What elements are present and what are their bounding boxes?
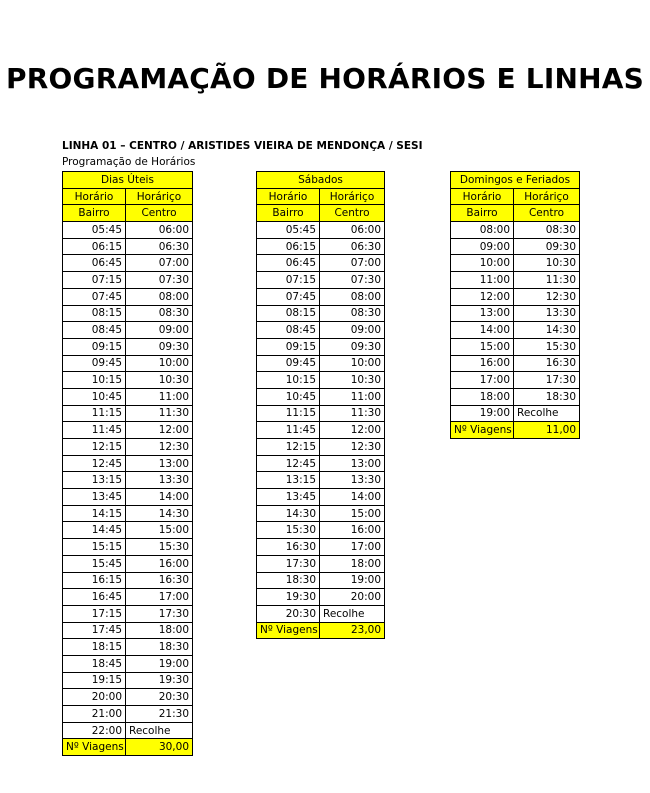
table-row <box>63 639 193 656</box>
bairro-time-cell: 10:15 <box>63 372 126 389</box>
bairro-time-cell: 05:45 <box>63 222 126 239</box>
bairro-time-cell: 16:30 <box>257 539 320 556</box>
total-trips-label: Nº Viagens <box>63 739 126 756</box>
bairro-time-cell: 08:15 <box>257 305 320 322</box>
centro-time-cell: Recolhe <box>320 605 385 622</box>
centro-time-cell: 10:00 <box>320 355 385 372</box>
centro-time-cell: 21:30 <box>126 706 193 723</box>
table-row <box>257 322 385 339</box>
bairro-time-cell: 21:00 <box>63 706 126 723</box>
table-row <box>257 522 385 539</box>
centro-time-cell: 12:30 <box>126 439 193 456</box>
table-row <box>257 305 385 322</box>
table-row <box>63 439 193 456</box>
table-row <box>451 338 580 355</box>
table-row <box>63 322 193 339</box>
sundays-holidays-schedule-table <box>450 171 580 439</box>
table-row <box>257 222 385 239</box>
bairro-time-cell: 11:00 <box>451 272 514 289</box>
total-trips-value: 23,00 <box>320 622 385 639</box>
bairro-time-cell: 13:00 <box>451 305 514 322</box>
saturdays-schedule-table <box>256 171 385 639</box>
centro-time-cell: 07:00 <box>126 255 193 272</box>
table-row <box>451 222 580 239</box>
centro-time-cell: 16:00 <box>126 555 193 572</box>
column-header-bairro-line1: Horário <box>63 188 126 205</box>
centro-time-cell: 06:00 <box>126 222 193 239</box>
bairro-time-cell: 08:15 <box>63 305 126 322</box>
bairro-time-cell: 18:15 <box>63 639 126 656</box>
table-row <box>257 589 385 606</box>
centro-time-cell: 13:00 <box>126 455 193 472</box>
centro-time-cell: 12:30 <box>514 288 580 305</box>
bairro-time-cell: 16:15 <box>63 572 126 589</box>
bairro-time-cell: 17:15 <box>63 605 126 622</box>
total-trips-label: Nº Viagens <box>257 622 320 639</box>
table-row <box>63 338 193 355</box>
table-row <box>451 372 580 389</box>
table-row <box>257 255 385 272</box>
bairro-time-cell: 11:15 <box>257 405 320 422</box>
bairro-time-cell: 11:45 <box>63 422 126 439</box>
centro-time-cell: 08:30 <box>320 305 385 322</box>
bairro-time-cell: 08:45 <box>257 322 320 339</box>
table-row <box>257 422 385 439</box>
centro-time-cell: 16:30 <box>126 572 193 589</box>
table-row <box>257 372 385 389</box>
table-row <box>63 388 193 405</box>
table-row <box>257 605 385 622</box>
centro-time-cell: 20:00 <box>320 589 385 606</box>
bairro-time-cell: 15:15 <box>63 539 126 556</box>
bairro-time-cell: 18:00 <box>451 388 514 405</box>
centro-time-cell: 09:00 <box>126 322 193 339</box>
centro-time-cell: 19:00 <box>320 572 385 589</box>
bairro-time-cell: 17:30 <box>257 555 320 572</box>
centro-time-cell: 13:30 <box>514 305 580 322</box>
centro-time-cell: 12:30 <box>320 439 385 456</box>
line-heading: LINHA 01 – CENTRO / ARISTIDES VIEIRA DE MENDONÇA / SESI <box>62 140 423 152</box>
bairro-time-cell: 20:00 <box>63 689 126 706</box>
table-row <box>257 455 385 472</box>
bairro-time-cell: 09:45 <box>257 355 320 372</box>
table-row <box>257 272 385 289</box>
table-row <box>257 439 385 456</box>
table-row <box>63 655 193 672</box>
total-trips-label: Nº Viagens <box>451 422 514 439</box>
bairro-time-cell: 20:30 <box>257 605 320 622</box>
table-row <box>257 388 385 405</box>
centro-time-cell: 15:30 <box>514 338 580 355</box>
bairro-time-cell: 14:45 <box>63 522 126 539</box>
bairro-time-cell: 06:45 <box>63 255 126 272</box>
table-row <box>63 472 193 489</box>
centro-time-cell: 08:30 <box>514 222 580 239</box>
bairro-time-cell: 15:30 <box>257 522 320 539</box>
table-row <box>257 338 385 355</box>
centro-time-cell: 08:00 <box>320 288 385 305</box>
total-trips-value: 30,00 <box>126 739 193 756</box>
bairro-time-cell: 10:45 <box>257 388 320 405</box>
bairro-time-cell: 19:15 <box>63 672 126 689</box>
centro-time-cell: 10:30 <box>320 372 385 389</box>
column-header-bairro-line2: Bairro <box>63 205 126 222</box>
centro-time-cell: Recolhe <box>126 722 193 739</box>
column-header-bairro-line1: Horário <box>257 188 320 205</box>
centro-time-cell: 11:00 <box>320 388 385 405</box>
bairro-time-cell: 14:00 <box>451 322 514 339</box>
bairro-time-cell: 12:45 <box>257 455 320 472</box>
column-header-bairro-line2: Bairro <box>451 205 514 222</box>
centro-time-cell: 09:30 <box>320 338 385 355</box>
table-row <box>257 572 385 589</box>
table-row <box>63 355 193 372</box>
table-body <box>257 222 385 623</box>
centro-time-cell: 10:30 <box>514 255 580 272</box>
centro-time-cell: 19:30 <box>126 672 193 689</box>
bairro-time-cell: 07:45 <box>63 288 126 305</box>
table-row <box>451 288 580 305</box>
column-header-centro-line2: Centro <box>514 205 580 222</box>
page-title: PROGRAMAÇÃO DE HORÁRIOS E LINHAS <box>6 62 644 95</box>
table-row <box>257 539 385 556</box>
table-row <box>63 238 193 255</box>
table-row <box>63 422 193 439</box>
centro-time-cell: 07:30 <box>320 272 385 289</box>
bairro-time-cell: 09:15 <box>63 338 126 355</box>
table-row <box>451 255 580 272</box>
bairro-time-cell: 18:45 <box>63 655 126 672</box>
table-row <box>63 589 193 606</box>
table-row <box>451 355 580 372</box>
table-row <box>63 689 193 706</box>
centro-time-cell: 11:30 <box>514 272 580 289</box>
bairro-time-cell: 11:15 <box>63 405 126 422</box>
table-body <box>63 222 193 739</box>
bairro-time-cell: 08:00 <box>451 222 514 239</box>
bairro-time-cell: 17:00 <box>451 372 514 389</box>
table-row <box>63 555 193 572</box>
centro-time-cell: 12:00 <box>126 422 193 439</box>
table-row <box>63 272 193 289</box>
centro-time-cell: 07:00 <box>320 255 385 272</box>
table-row <box>257 355 385 372</box>
centro-time-cell: 15:00 <box>320 505 385 522</box>
table-row <box>451 238 580 255</box>
table-row <box>63 288 193 305</box>
centro-time-cell: 13:30 <box>126 472 193 489</box>
bairro-time-cell: 07:15 <box>63 272 126 289</box>
bairro-time-cell: 19:00 <box>451 405 514 422</box>
table-row <box>63 372 193 389</box>
centro-time-cell: 17:00 <box>126 589 193 606</box>
bairro-time-cell: 16:45 <box>63 589 126 606</box>
column-header-centro-line1: Horáriço <box>126 188 193 205</box>
centro-time-cell: 18:00 <box>320 555 385 572</box>
centro-time-cell: 08:30 <box>126 305 193 322</box>
table-row <box>451 405 580 422</box>
line-subheading: Programação de Horários <box>62 156 196 168</box>
bairro-time-cell: 07:45 <box>257 288 320 305</box>
centro-time-cell: 18:00 <box>126 622 193 639</box>
bairro-time-cell: 10:45 <box>63 388 126 405</box>
bairro-time-cell: 15:45 <box>63 555 126 572</box>
centro-time-cell: 14:30 <box>514 322 580 339</box>
column-header-centro-line1: Horáriço <box>320 188 385 205</box>
bairro-time-cell: 13:45 <box>257 489 320 506</box>
table-row <box>451 322 580 339</box>
table-row <box>63 572 193 589</box>
centro-time-cell: 19:00 <box>126 655 193 672</box>
table-row <box>63 222 193 239</box>
bairro-time-cell: 12:15 <box>257 439 320 456</box>
bairro-time-cell: 06:15 <box>63 238 126 255</box>
table-row <box>257 489 385 506</box>
centro-time-cell: 17:30 <box>126 605 193 622</box>
table-row <box>451 272 580 289</box>
centro-time-cell: Recolhe <box>514 405 580 422</box>
table-row <box>451 388 580 405</box>
table-title: Dias Úteis <box>63 172 193 189</box>
column-header-bairro-line2: Bairro <box>257 205 320 222</box>
column-header-centro-line2: Centro <box>320 205 385 222</box>
table-row <box>63 722 193 739</box>
bairro-time-cell: 15:00 <box>451 338 514 355</box>
table-title: Sábados <box>257 172 385 189</box>
bairro-time-cell: 14:30 <box>257 505 320 522</box>
table-row <box>257 288 385 305</box>
bairro-time-cell: 07:15 <box>257 272 320 289</box>
bairro-time-cell: 16:00 <box>451 355 514 372</box>
centro-time-cell: 17:30 <box>514 372 580 389</box>
centro-time-cell: 15:00 <box>126 522 193 539</box>
bairro-time-cell: 12:00 <box>451 288 514 305</box>
bairro-time-cell: 17:45 <box>63 622 126 639</box>
table-row <box>63 622 193 639</box>
table-body <box>451 222 580 422</box>
centro-time-cell: 06:00 <box>320 222 385 239</box>
bairro-time-cell: 09:15 <box>257 338 320 355</box>
table-row <box>63 522 193 539</box>
table-row <box>63 706 193 723</box>
centro-time-cell: 10:30 <box>126 372 193 389</box>
centro-time-cell: 16:30 <box>514 355 580 372</box>
column-header-centro-line2: Centro <box>126 205 193 222</box>
bairro-time-cell: 13:15 <box>63 472 126 489</box>
centro-time-cell: 18:30 <box>126 639 193 656</box>
centro-time-cell: 14:00 <box>320 489 385 506</box>
bairro-time-cell: 08:45 <box>63 322 126 339</box>
table-row <box>63 672 193 689</box>
bairro-time-cell: 22:00 <box>63 722 126 739</box>
bairro-time-cell: 10:00 <box>451 255 514 272</box>
table-title: Domingos e Feriados <box>451 172 580 189</box>
table-row <box>257 505 385 522</box>
bairro-time-cell: 19:30 <box>257 589 320 606</box>
bairro-time-cell: 09:45 <box>63 355 126 372</box>
centro-time-cell: 06:30 <box>320 238 385 255</box>
centro-time-cell: 11:30 <box>126 405 193 422</box>
centro-time-cell: 11:00 <box>126 388 193 405</box>
bairro-time-cell: 14:15 <box>63 505 126 522</box>
bairro-time-cell: 06:15 <box>257 238 320 255</box>
bairro-time-cell: 18:30 <box>257 572 320 589</box>
bairro-time-cell: 05:45 <box>257 222 320 239</box>
bairro-time-cell: 06:45 <box>257 255 320 272</box>
column-header-bairro-line1: Horário <box>451 188 514 205</box>
bairro-time-cell: 09:00 <box>451 238 514 255</box>
table-row <box>63 505 193 522</box>
bairro-time-cell: 12:15 <box>63 439 126 456</box>
centro-time-cell: 13:00 <box>320 455 385 472</box>
centro-time-cell: 17:00 <box>320 539 385 556</box>
centro-time-cell: 20:30 <box>126 689 193 706</box>
centro-time-cell: 18:30 <box>514 388 580 405</box>
centro-time-cell: 15:30 <box>126 539 193 556</box>
bairro-time-cell: 13:45 <box>63 489 126 506</box>
centro-time-cell: 14:30 <box>126 505 193 522</box>
bairro-time-cell: 10:15 <box>257 372 320 389</box>
centro-time-cell: 09:30 <box>126 338 193 355</box>
table-row <box>63 255 193 272</box>
bairro-time-cell: 12:45 <box>63 455 126 472</box>
table-row <box>257 405 385 422</box>
table-row <box>451 305 580 322</box>
centro-time-cell: 08:00 <box>126 288 193 305</box>
centro-time-cell: 14:00 <box>126 489 193 506</box>
table-row <box>63 489 193 506</box>
table-row <box>257 555 385 572</box>
centro-time-cell: 09:00 <box>320 322 385 339</box>
table-row <box>63 605 193 622</box>
column-header-centro-line1: Horáriço <box>514 188 580 205</box>
weekdays-schedule-table <box>62 171 193 756</box>
table-row <box>257 472 385 489</box>
centro-time-cell: 12:00 <box>320 422 385 439</box>
centro-time-cell: 07:30 <box>126 272 193 289</box>
centro-time-cell: 16:00 <box>320 522 385 539</box>
table-row <box>257 238 385 255</box>
table-row <box>63 305 193 322</box>
total-trips-value: 11,00 <box>514 422 580 439</box>
table-row <box>63 455 193 472</box>
centro-time-cell: 09:30 <box>514 238 580 255</box>
centro-time-cell: 11:30 <box>320 405 385 422</box>
table-row <box>63 539 193 556</box>
table-row <box>63 405 193 422</box>
bairro-time-cell: 13:15 <box>257 472 320 489</box>
bairro-time-cell: 11:45 <box>257 422 320 439</box>
centro-time-cell: 13:30 <box>320 472 385 489</box>
centro-time-cell: 10:00 <box>126 355 193 372</box>
centro-time-cell: 06:30 <box>126 238 193 255</box>
